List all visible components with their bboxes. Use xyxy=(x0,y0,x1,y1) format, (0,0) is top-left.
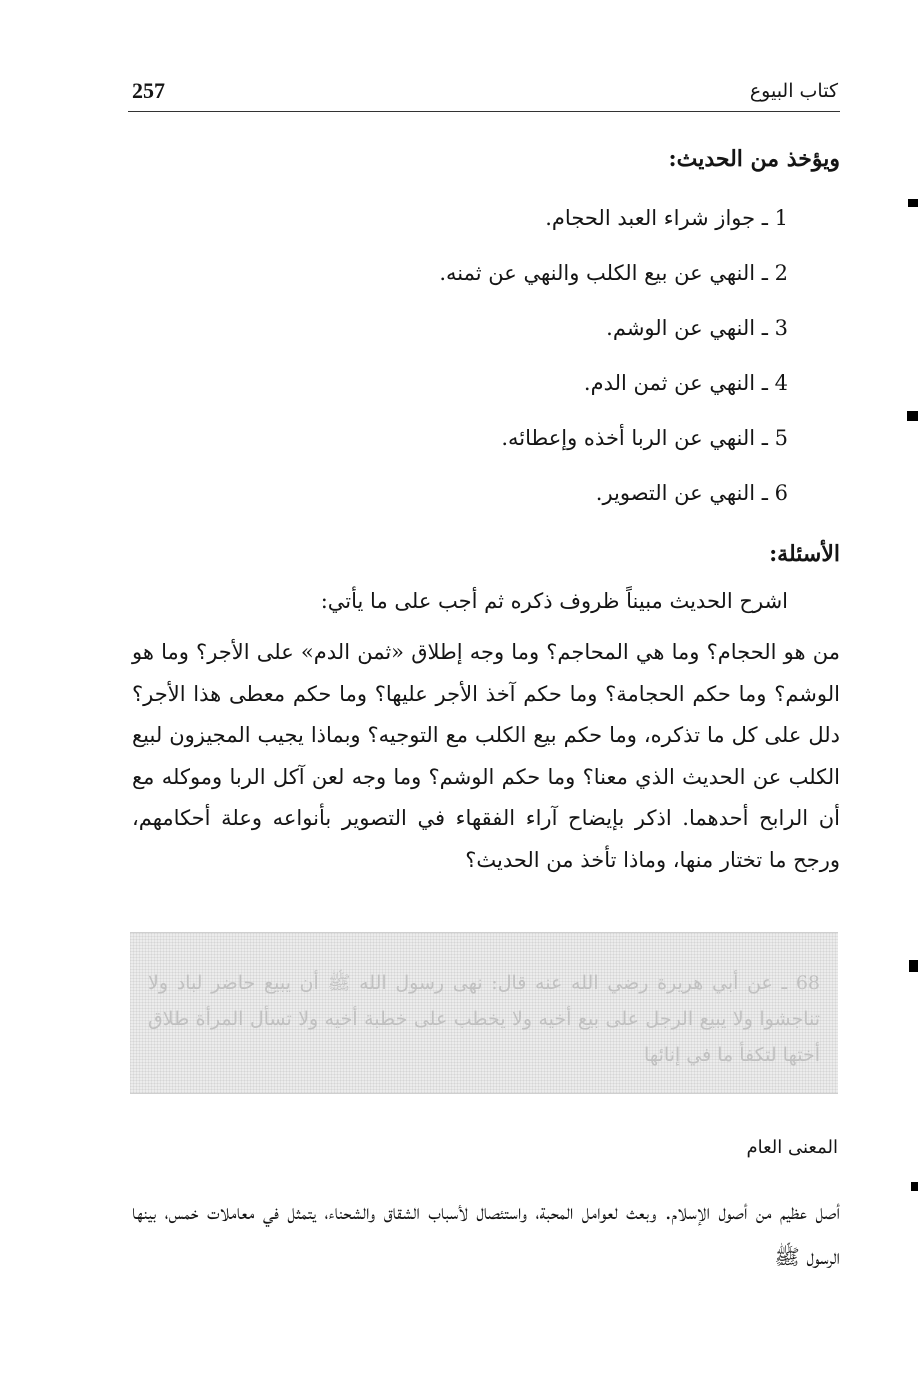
scan-mark xyxy=(907,411,918,421)
hadith-text: 68 ـ عن أبي هريرة رضي الله عنه قال: نهى رسول الله ﷺ أن يبيع حاضر لباد ولا تناجشوا ولا يبيع الرجل على بيع أخيه ولا يخطب على خطبة أخيه ولا تسأل المرأة طلاق أختها لتكفأ ما في إنائها xyxy=(148,972,820,1066)
list-item: 4 ـ النهي عن ثمن الدم. xyxy=(583,371,788,395)
list-item: 3 ـ النهي عن الوشم. xyxy=(606,316,788,340)
list-item: 6 ـ النهي عن التصوير. xyxy=(595,481,788,505)
questions-paragraph: من هو الحجام؟ وما هي المحاجم؟ وما وجه إطلاق «ثمن الدم» على الأجر؟ وما هو الوشم؟ وما حكم الحجامة؟ وما حكم آخذ الأجر عليها؟ وما حكم معطى هذا الأجر؟ دلل على كل ما تذكره، وما حكم بيع الكلب مع التوجيه؟ وبماذا يجيب المجيزون لبيع الكلب عن الحديث الذي معنا؟ وما حكم الوشم؟ وما وجه لعن آكل الربا وموكله مع أن الرابح أحدهما. اذكر بإيضاح آراء الفقهاء في التصوير بأنواعه وعلة أحكامهم، ورجح ما تختار منها، وماذا تأخذ من الحديث؟ xyxy=(132,640,840,872)
faded-hadith-box xyxy=(130,932,838,1094)
header-rule xyxy=(128,111,840,112)
questions-intro: اشرح الحديث مبيناً ظروف ذكره ثم أجب على ما يأتي: xyxy=(320,589,788,613)
lessons-list xyxy=(228,198,788,528)
extract-heading: ويؤخذ من الحديث: xyxy=(668,146,840,172)
page-header xyxy=(128,78,840,112)
list-item: 5 ـ النهي عن الربا أخذه وإعطائه. xyxy=(501,426,788,450)
page-number: 257 xyxy=(132,78,165,103)
general-meaning-heading: المعنى العام xyxy=(746,1137,838,1158)
list-item: 2 ـ النهي عن بيع الكلب والنهي عن ثمنه. xyxy=(439,261,788,285)
scan-mark xyxy=(908,199,918,207)
general-meaning-paragraph: أصل عظيم من أصول الإسلام. وبعث لعوامل المحبة، واستئصال لأسباب الشقاق والشحناء، يتمثل في معاملات خمس، بينها الرسول ﷺ xyxy=(132,1200,840,1269)
list-item: 1 ـ جواز شراء العبد الحجام. xyxy=(545,206,788,230)
scan-mark xyxy=(909,960,918,972)
scan-mark xyxy=(911,1182,918,1191)
questions-heading: الأسئلة: xyxy=(769,541,840,567)
running-title: كتاب البيوع xyxy=(749,80,838,102)
